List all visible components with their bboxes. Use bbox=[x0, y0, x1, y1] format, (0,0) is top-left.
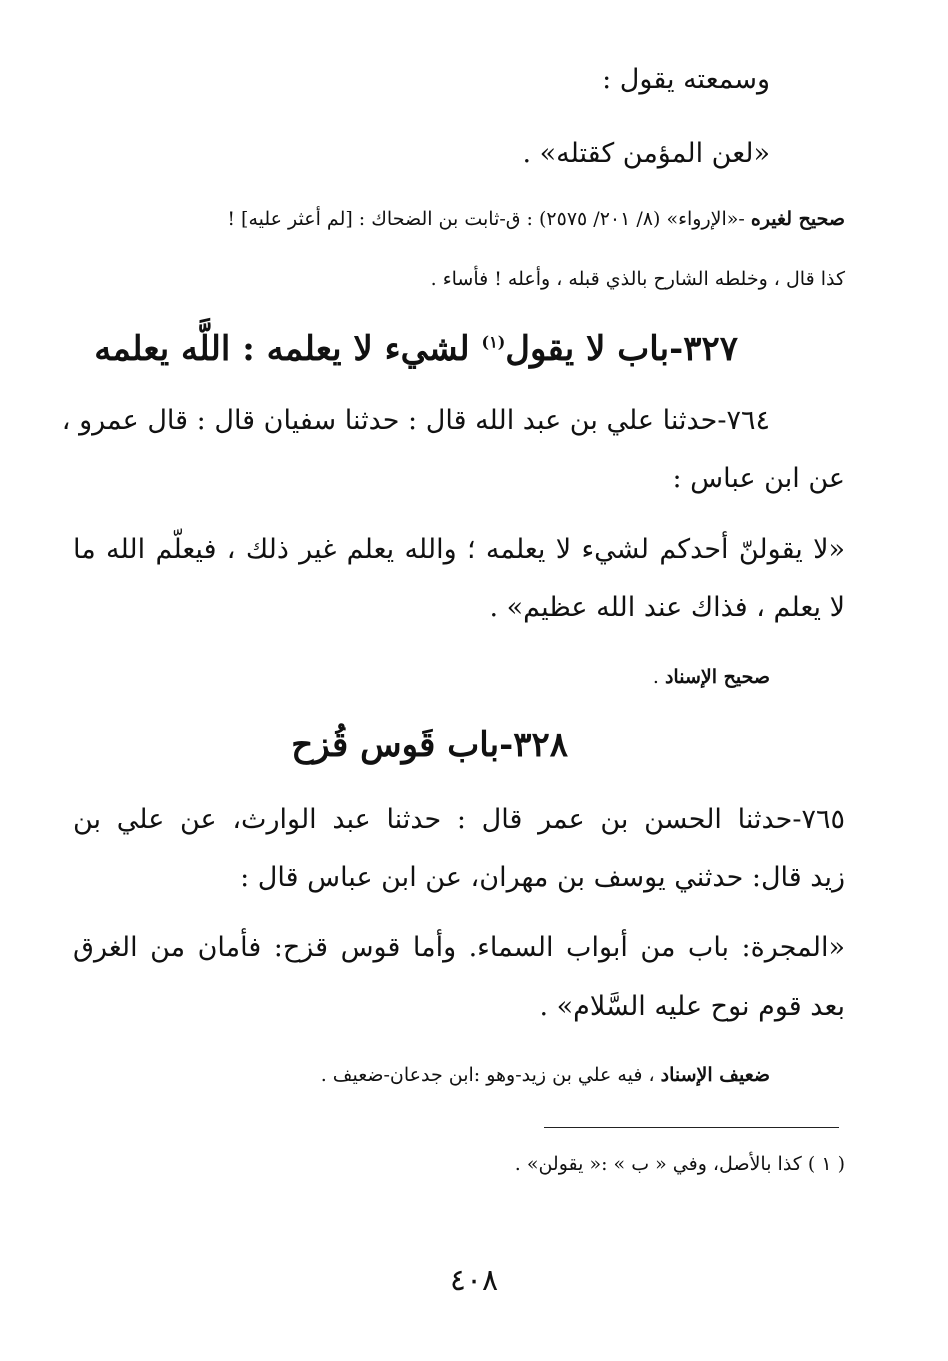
page-number: ٤٠٨ bbox=[449, 1263, 499, 1298]
footnote-text: ( ١ ) كذا بالأصل، وفي « ب » :« يقولن» . bbox=[514, 1153, 845, 1175]
chapter-title-part-b: لشيء لا يعلمه : اللَّه يعلمه bbox=[94, 329, 470, 369]
chapter-title-part-a: ٣٢٧-باب لا يقول bbox=[505, 329, 738, 369]
chapter-heading-328: ٣٢٨-باب قَوس قُزح bbox=[291, 725, 568, 765]
hadith-764-line-1: ٧٦٤-حدثنا علي بن عبد الله قال : حدثنا سفيان قال : قال عمرو ، bbox=[61, 405, 770, 436]
grade-note: ، فيه علي بن زيد-وهو :ابن جدعان-ضعيف . bbox=[320, 1064, 655, 1086]
hadith-765-line-2: زيد قال: حدثني يوسف بن مهران، عن ابن عباس قال : bbox=[240, 862, 845, 893]
chapter-heading-327 bbox=[94, 329, 738, 369]
hadith-764-line-2: عن ابن عباس : bbox=[672, 463, 845, 494]
grade-reference: -«الإرواء» (٨/ ٢٠١/ ٢٥٧٥) : ق-ثابت بن الضحاك : [لم أعثر عليه] ! bbox=[227, 208, 745, 230]
grading-line bbox=[227, 210, 845, 229]
grading-765 bbox=[321, 1066, 770, 1085]
grade-end: . bbox=[652, 666, 659, 688]
hadith-764-line-3: «لا يقولنّ أحدكم لشيء لا يعلمه ؛ والله يعلم غير ذلك ، فيعلّم الله ما bbox=[73, 534, 845, 565]
grade-label: ضعيف الإسناد bbox=[660, 1064, 770, 1086]
hadith-quote: «لعن المؤمن كقتله» . bbox=[522, 138, 770, 169]
grade-label: صحيح لغيره bbox=[750, 208, 845, 230]
grade-label: صحيح الإسناد bbox=[664, 666, 770, 688]
footnote-separator bbox=[544, 1127, 839, 1128]
hadith-765-line-4: بعد قوم نوح عليه السَّلام» . bbox=[539, 991, 845, 1022]
hadith-765-line-1: ٧٦٥-حدثنا الحسن بن عمر قال : حدثنا عبد الوارث، عن علي بن bbox=[73, 804, 845, 835]
hadith-764-line-4: لا يعلم ، فذاك عند الله عظيم» . bbox=[489, 592, 845, 623]
footnote-marker: (١) bbox=[481, 332, 506, 352]
grading-764 bbox=[653, 668, 770, 687]
narration-line: وسمعته يقول : bbox=[602, 64, 770, 95]
grading-note: كذا قال ، وخلطه الشارح بالذي قبله ، وأعله ! فأساء . bbox=[430, 268, 845, 290]
hadith-765-line-3: «المجرة: باب من أبواب السماء. وأما قوس قزح: فأمان من الغرق bbox=[73, 932, 845, 963]
